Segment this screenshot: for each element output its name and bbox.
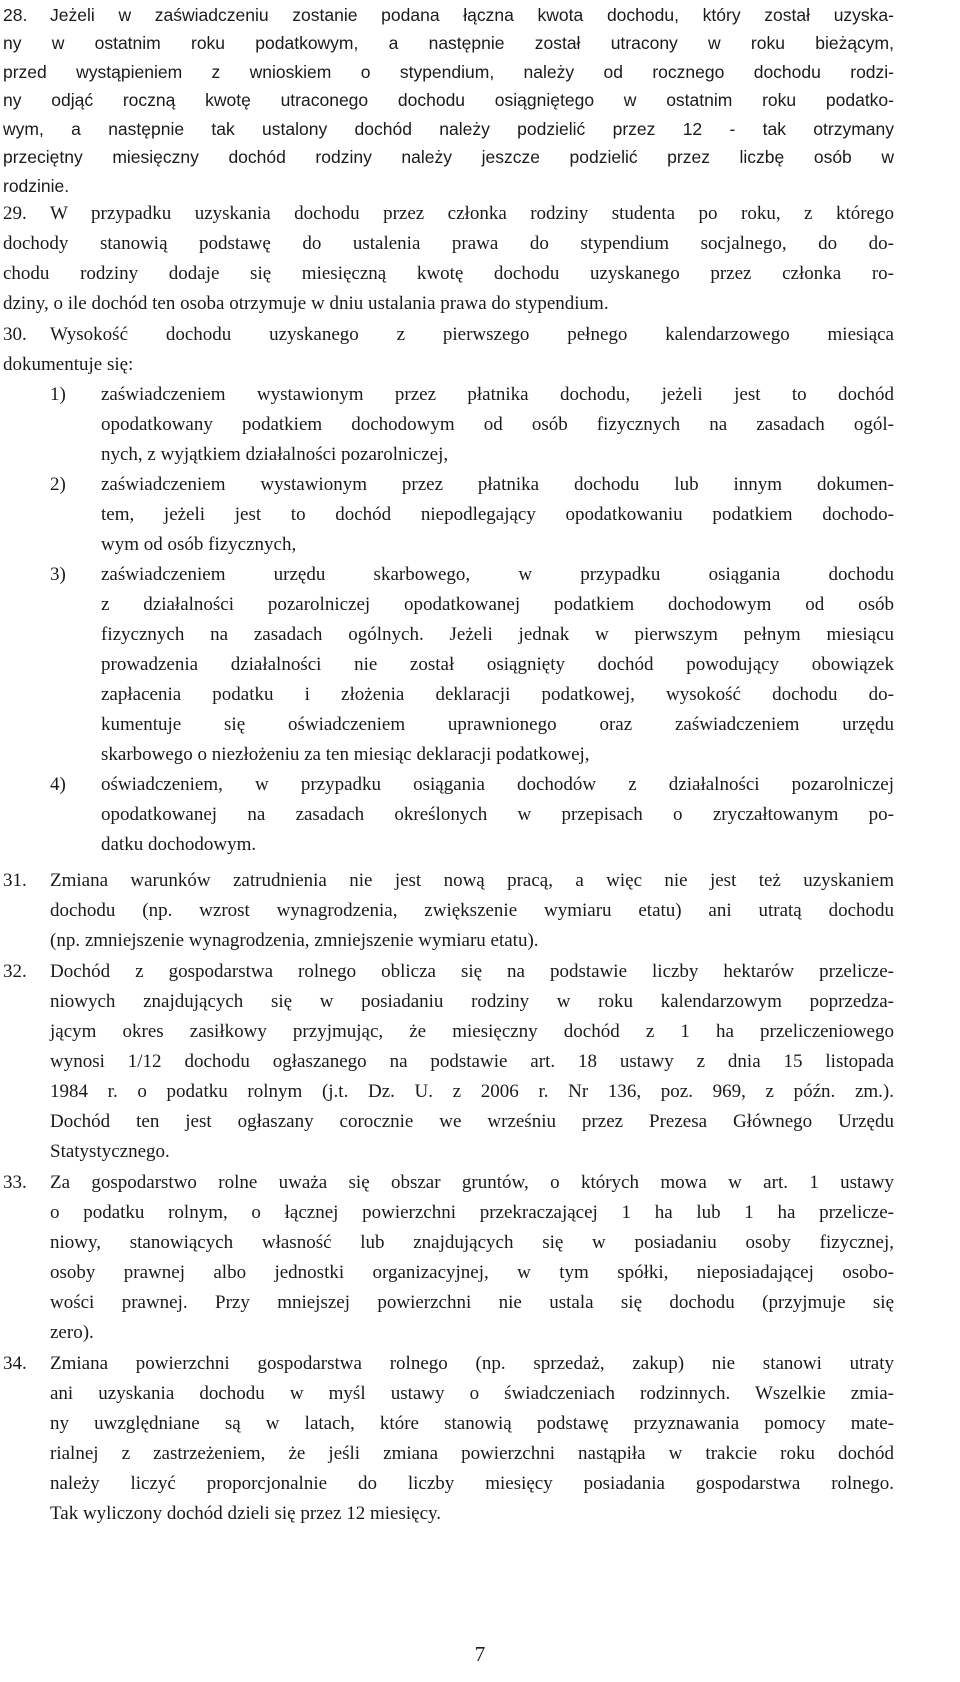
text-line: (np. zmniejszenie wynagrodzenia, zmniejszenie wymiaru etatu). [50, 930, 539, 951]
text-line: niowy, stanowiących własność lub znajdujących się w posiadaniu osoby fizycznej, [50, 1232, 894, 1253]
text-line: 1984 r. o podatku rolnym (j.t. Dz. U. z 2006 r. Nr 136, poz. 969, z późn. zm.). [50, 1081, 894, 1102]
text-line: wym, a następnie tak ustalony dochód należy podzielić przez 12 - tak otrzymany [3, 119, 894, 139]
text-line: o podatku rolnym, o łącznej powierzchni przekraczającej 1 ha lub 1 ha przelicze- [50, 1202, 894, 1223]
text-line: zaświadczeniem wystawionym przez płatnika dochodu lub innym dokumen- [101, 474, 894, 495]
text-line: niowych znajdujących się w posiadaniu rodziny w roku kalendarzowym poprzedza- [50, 991, 894, 1012]
text-line: Zmiana warunków zatrudnienia nie jest nową pracą, a więc nie jest też uzyskaniem [50, 870, 894, 891]
text-line: zaświadczeniem urzędu skarbowego, w przypadku osiągania dochodu [101, 564, 894, 585]
text-line: osoby prawnej albo jednostki organizacyjnej, w tym spółki, nieposiadającej osobo- [50, 1262, 894, 1283]
paragraph-number: 33. [3, 1172, 27, 1193]
text-line: ny uwzględniane są w latach, które stanowią podstawę przyznawania pomocy mate- [50, 1413, 894, 1434]
text-line: jącym okres zasiłkowy przyjmując, że miesięczny dochód z 1 ha przeliczeniowego [50, 1021, 894, 1042]
text-line: oświadczeniem, w przypadku osiągania dochodów z działalności pozarolniczej [101, 774, 894, 795]
page-number: 7 [474, 1642, 486, 1666]
text-line: zaświadczeniem wystawionym przez płatnika dochodu, jeżeli jest to dochód [101, 384, 894, 405]
paragraph-number: 34. [3, 1353, 27, 1374]
text-line: opodatkowanej na zasadach określonych w przepisach o zryczałtowanym po- [101, 804, 894, 825]
text-line: opodatkowany podatkiem dochodowym od osób fizycznych na zasadach ogól- [101, 414, 894, 435]
text-line: dokumentuje się: [3, 354, 134, 375]
text-line: Jeżeli w zaświadczeniu zostanie podana łączna kwota dochodu, który został uzyska- [50, 5, 894, 25]
text-line: fizycznych na zasadach ogólnych. Jeżeli jednak w pierwszym pełnym miesiącu [101, 624, 894, 645]
text-line: dziny, o ile dochód ten osoba otrzymuje w dniu ustalania prawa do stypendium. [3, 293, 609, 314]
text-line: kumentuje się oświadczeniem uprawnionego oraz zaświadczeniem urzędu [101, 714, 894, 735]
text-line: przeciętny miesięczny dochód rodziny należy jeszcze podzielić przez liczbę osób w [3, 147, 894, 167]
text-line: prowadzenia działalności nie został osiągnięty dochód powodujący obowiązek [101, 654, 894, 675]
subitem-number: 1) [50, 384, 66, 405]
text-line: ny w ostatnim roku podatkowym, a następnie został utracony w roku bieżącym, [3, 33, 894, 53]
paragraph-number: 29. [3, 203, 27, 224]
text-line: dochody stanowią podstawę do ustalenia prawa do stypendium socjalnego, do do- [3, 233, 894, 254]
text-line: Statystycznego. [50, 1141, 170, 1162]
text-line: Zmiana powierzchni gospodarstwa rolnego (np. sprzedaż, zakup) nie stanowi utraty [50, 1353, 894, 1374]
text-line: Wysokość dochodu uzyskanego z pierwszego pełnego kalendarzowego miesiąca [50, 324, 894, 345]
paragraph-number: 31. [3, 870, 27, 891]
subitem-number: 2) [50, 474, 66, 495]
text-line: Dochód z gospodarstwa rolnego oblicza się na podstawie liczby hektarów przelicze- [50, 961, 894, 982]
text-line: ani uzyskania dochodu w myśl ustawy o świadczeniach rodzinnych. Wszelkie zmia- [50, 1383, 894, 1404]
text-line: wości prawnej. Przy mniejszej powierzchni nie ustala się dochodu (przyjmuje się [50, 1292, 894, 1313]
text-line: z działalności pozarolniczej opodatkowanej podatkiem dochodowym od osób [101, 594, 894, 615]
text-line: zapłacenia podatku i złożenia deklaracji podatkowej, wysokość dochodu do- [101, 684, 894, 705]
text-line: chodu rodziny dodaje się miesięczną kwotę dochodu uzyskanego przez członka ro- [3, 263, 894, 284]
text-line: tem, jeżeli jest to dochód niepodlegający opodatkowaniu podatkiem dochodo- [101, 504, 894, 525]
text-line: Za gospodarstwo rolne uważa się obszar gruntów, o których mowa w art. 1 ustawy [50, 1172, 894, 1193]
text-line: należy liczyć proporcjonalnie do liczby miesięcy posiadania gospodarstwa rolnego. [50, 1473, 894, 1494]
paragraph-number: 28. [3, 5, 28, 25]
text-line: dochodu (np. wzrost wynagrodzenia, zwiększenie wymiaru etatu) ani utratą dochodu [50, 900, 894, 921]
paragraph-number: 30. [3, 324, 27, 345]
subitem-number: 4) [50, 774, 66, 795]
text-line: rodzinie. [3, 176, 70, 196]
text-line: Tak wyliczony dochód dzieli się przez 12 miesięcy. [50, 1503, 442, 1524]
text-line: W przypadku uzyskania dochodu przez członka rodziny studenta po roku, z którego [50, 203, 894, 224]
text-line: rialnej z zastrzeżeniem, że jeśli zmiana powierzchni nastąpiła w trakcie roku dochód [50, 1443, 894, 1464]
subitem-number: 3) [50, 564, 66, 585]
text-line: datku dochodowym. [101, 834, 257, 855]
text-line: Dochód ten jest ogłaszany corocznie we wrześniu przez Prezesa Głównego Urzędu [50, 1111, 894, 1132]
text-line: wym od osób fizycznych, [101, 534, 297, 555]
text-line: nych, z wyjątkiem działalności pozarolniczej, [101, 444, 449, 465]
text-line: przed wystąpieniem z wnioskiem o stypendium, należy od rocznego dochodu rodzi- [3, 62, 894, 82]
text-line: zero). [50, 1322, 94, 1343]
text-line: ny odjąć roczną kwotę utraconego dochodu osiągniętego w ostatnim roku podatko- [3, 90, 894, 110]
text-line: skarbowego o niezłożeniu za ten miesiąc deklaracji podatkowej, [101, 744, 590, 765]
text-line: wynosi 1/12 dochodu ogłaszanego na podstawie art. 18 ustawy z dnia 15 listopada [50, 1051, 894, 1072]
paragraph-number: 32. [3, 961, 27, 982]
